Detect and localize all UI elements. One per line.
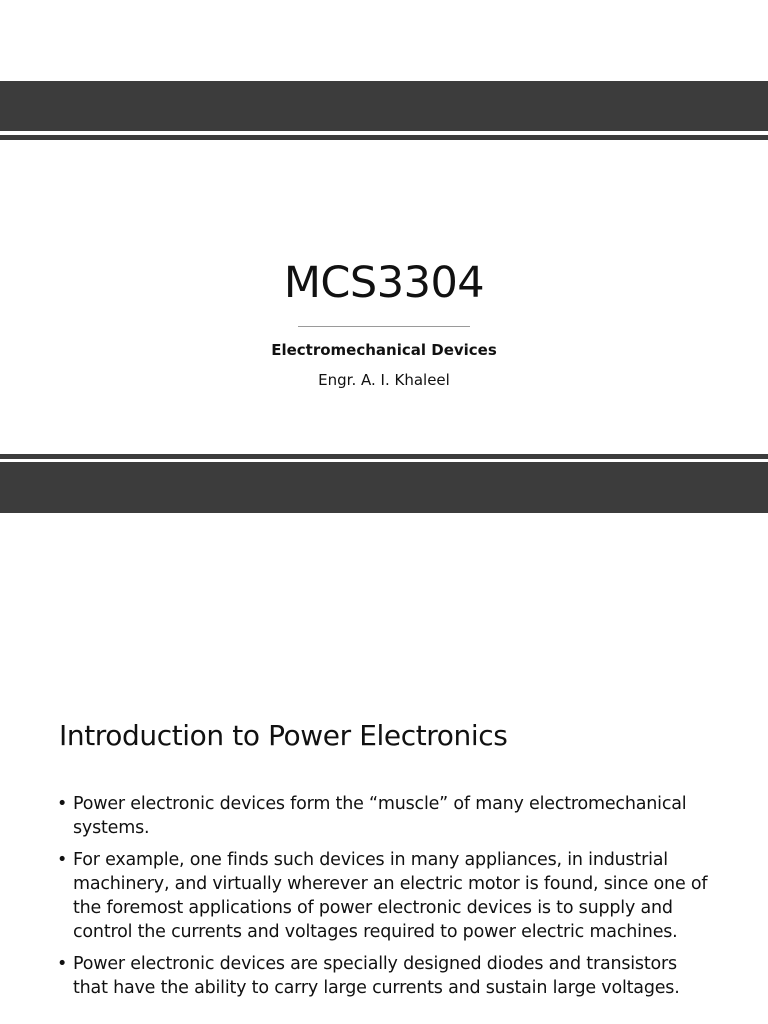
bullet-marker: •	[57, 850, 68, 870]
bullet-text: Power electronic devices are specially designed diodes and transistors that have the ability to carry large currents and sustain large voltages.	[73, 954, 680, 998]
bottom-dark-band	[0, 462, 768, 513]
author-name: Engr. A. I. Khaleel	[318, 371, 450, 389]
course-code-title: MCS3304	[283, 258, 485, 308]
bullet-item	[57, 848, 717, 944]
top-dark-band	[0, 81, 768, 131]
bullet-item	[57, 792, 717, 840]
bullet-text: For example, one finds such devices in many appliances, in industrial machinery, and virtually wherever an electric motor is found, since one of the foremost applications of power electronic devices is to supply and control the currents and voltages required to power electric machines.	[73, 850, 708, 942]
bullet-item	[57, 952, 717, 1000]
bullet-marker: •	[57, 954, 68, 974]
top-accent-line	[0, 135, 768, 140]
bullet-marker: •	[57, 794, 68, 814]
content-slide	[0, 530, 768, 1024]
bullet-text: Power electronic devices form the “muscle” of many electromechanical systems.	[73, 794, 687, 838]
bullet-list	[57, 792, 717, 1008]
title-divider	[298, 326, 470, 327]
slide-heading: Introduction to Power Electronics	[59, 719, 508, 752]
bottom-accent-line	[0, 454, 768, 459]
course-subtitle: Electromechanical Devices	[271, 341, 497, 359]
